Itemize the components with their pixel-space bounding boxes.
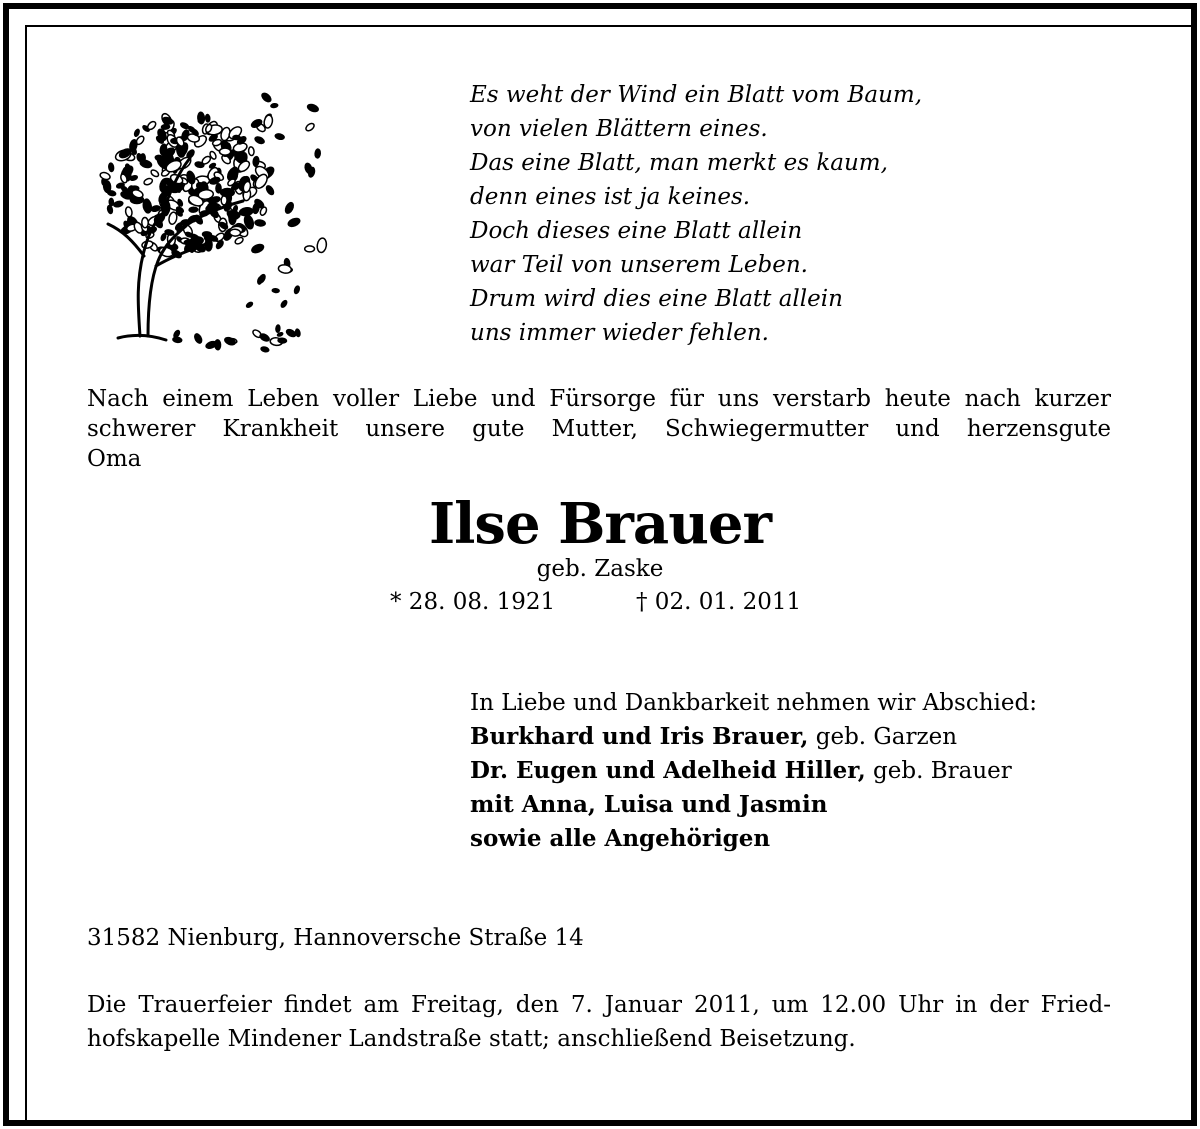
poem-line: denn eines ist ja keines. [470, 184, 751, 210]
poem-line: von vielen Blättern eines. [470, 116, 768, 142]
intro-line: Oma [87, 446, 142, 472]
poem-line: war Teil von unserem Leben. [470, 252, 808, 278]
poem-line: uns immer wieder fehlen. [470, 320, 769, 346]
mourners-block [470, 686, 1130, 856]
poem-line: Das eine Blatt, man merkt es kaum, [470, 150, 888, 176]
mourner-line [470, 754, 1130, 788]
mourners-heading: In Liebe und Dankbarkeit nehmen wir Abschied: [470, 690, 1037, 716]
ceremony-line: hofskapelle Mindener Landstraße statt; anschließend Beisetzung. [87, 1026, 856, 1052]
mourner-names: Burkhard und Iris Brauer, [470, 723, 809, 750]
mourner-line: sowie alle Angehörigen [470, 825, 771, 852]
windblown-tree-icon [78, 66, 340, 364]
mourner-line: mit Anna, Luisa und Jasmin [470, 791, 828, 818]
mourner-line [470, 720, 1130, 754]
address: 31582 Nienburg, Hannoversche Straße 14 [87, 925, 584, 951]
poem-line: Es weht der Wind ein Blatt vom Baum, [470, 82, 923, 108]
death-date: † 02. 01. 2011 [636, 589, 802, 615]
intro-line: Nach einem Leben voller Liebe und Fürsorge für uns verstarb heute nach kurzer [87, 386, 1111, 412]
mourner-maiden: geb. Garzen [808, 724, 958, 750]
poem [470, 78, 1120, 350]
poem-line: Doch dieses eine Blatt allein [470, 218, 803, 244]
mourner-maiden: geb. Brauer [865, 758, 1012, 784]
intro-line: schwerer Krankheit unsere gute Mutter, Schwiegermutter und herzensgute [87, 416, 1111, 442]
ceremony-line: Die Trauerfeier findet am Freitag, den 7. Januar 2011, um 12.00 Uhr in der Fried- [87, 992, 1111, 1018]
birth-date: * 28. 08. 1921 [390, 589, 556, 615]
mourner-names: Dr. Eugen und Adelheid Hiller, [470, 757, 866, 784]
poem-line: Drum wird dies eine Blatt allein [470, 286, 843, 312]
ceremony-paragraph [87, 988, 1111, 1056]
intro-paragraph [87, 384, 1111, 474]
deceased-name: Ilse Brauer [428, 491, 772, 557]
maiden-name: geb. Zaske [536, 556, 664, 582]
